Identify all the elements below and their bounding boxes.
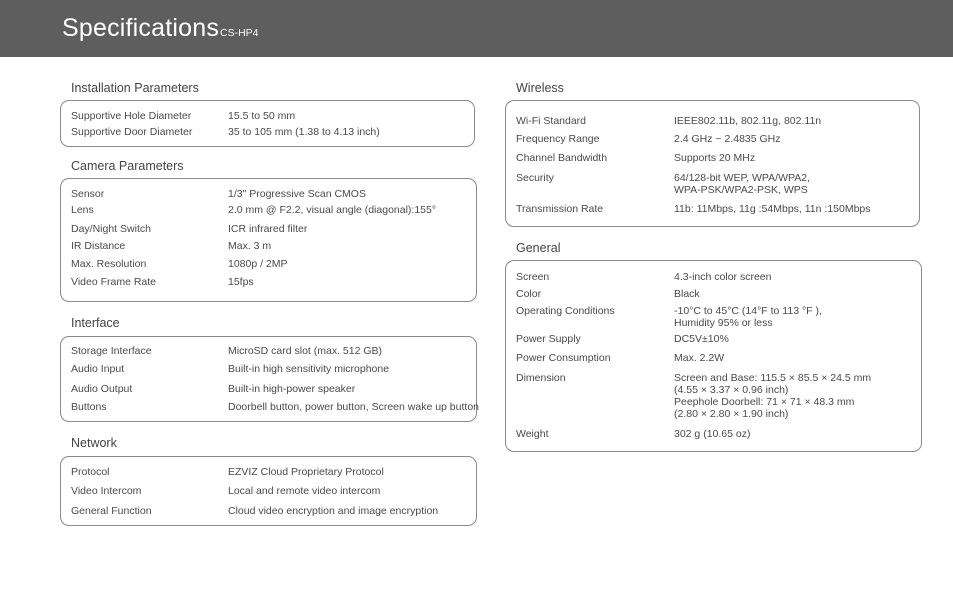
- spec-label: Color: [516, 288, 542, 300]
- spec-value: [228, 240, 271, 252]
- spec-label: Screen: [516, 271, 550, 283]
- spec-value: [674, 305, 822, 329]
- spec-value-line: Max. 2.2W: [674, 352, 725, 364]
- spec-value-line: 15.5 to 50 mm: [228, 110, 296, 122]
- spec-value-line: WPA-PSK/WPA2-PSK, WPS: [674, 184, 808, 196]
- section-title-interface: Interface: [71, 316, 120, 330]
- spec-value-line: 4.3-inch color screen: [674, 271, 772, 283]
- spec-value: [228, 223, 307, 235]
- spec-label: Audio Output: [71, 383, 133, 395]
- section-box-installation: [60, 100, 475, 147]
- spec-label: IR Distance: [71, 240, 126, 252]
- spec-value: [228, 466, 384, 478]
- spec-label: Buttons: [71, 401, 107, 413]
- spec-value-line: 35 to 105 mm (1.38 to 4.13 inch): [228, 126, 380, 138]
- spec-label: Max. Resolution: [71, 258, 147, 270]
- page-title: Specifications: [62, 14, 220, 42]
- spec-value: [674, 172, 810, 196]
- spec-label: Day/Night Switch: [71, 223, 151, 235]
- spec-value-line: (2.80 × 2.80 × 1.90 inch): [674, 408, 789, 420]
- spec-label: Audio Input: [71, 363, 125, 375]
- spec-label: Protocol: [71, 466, 110, 478]
- section-title-wireless: Wireless: [516, 81, 564, 95]
- section-title-camera: Camera Parameters: [71, 159, 184, 173]
- spec-value: [674, 152, 755, 164]
- spec-value: [674, 428, 750, 440]
- spec-value: [674, 372, 871, 420]
- spec-value-line: Local and remote video intercom: [228, 485, 381, 497]
- spec-value-line: Built-in high sensitivity microphone: [228, 363, 390, 375]
- spec-value-line: Cloud video encryption and image encryption: [228, 505, 439, 517]
- spec-value: [228, 345, 382, 357]
- spec-label: Security: [516, 172, 554, 184]
- model-number: CS-HP4: [220, 27, 259, 39]
- spec-value-line: 1/3" Progressive Scan CMOS: [228, 188, 366, 200]
- spec-value-line: 302 g (10.65 oz): [674, 428, 751, 440]
- spec-label: Operating Conditions: [516, 305, 615, 317]
- spec-value: [228, 401, 479, 413]
- spec-label: Video Frame Rate: [71, 276, 157, 288]
- spec-label: Supportive Hole Diameter: [71, 110, 192, 122]
- spec-value-line: Screen and Base: 115.5 × 85.5 × 24.5 mm: [674, 372, 872, 384]
- spec-label: Power Supply: [516, 333, 581, 345]
- spec-value: [228, 505, 438, 517]
- spec-value-line: ICR infrared filter: [228, 223, 308, 235]
- spec-label: Dimension: [516, 372, 566, 384]
- spec-value-line: 2.4 GHz ~ 2.4835 GHz: [674, 133, 781, 145]
- spec-value: [674, 271, 771, 283]
- spec-value-line: Peephole Doorbell: 71 × 71 × 48.3 mm: [674, 396, 855, 408]
- spec-value-line: 1080p / 2MP: [228, 258, 288, 270]
- spec-label: Frequency Range: [516, 133, 600, 145]
- spec-value-line: MicroSD card slot (max. 512 GB): [228, 345, 383, 357]
- spec-value: [228, 110, 295, 122]
- spec-value: [674, 333, 729, 345]
- spec-label: Transmission Rate: [516, 203, 604, 215]
- spec-value: [228, 126, 380, 138]
- spec-label: Channel Bandwidth: [516, 152, 608, 164]
- spec-value-line: 15fps: [228, 276, 254, 288]
- spec-label: Weight: [516, 428, 549, 440]
- spec-label: Sensor: [71, 188, 105, 200]
- spec-value: [674, 203, 871, 215]
- spec-value: [674, 288, 700, 300]
- header-bar: [0, 0, 953, 57]
- spec-value-line: 11b: 11Mbps, 11g :54Mbps, 11n :150Mbps: [674, 203, 871, 215]
- spec-value: [228, 188, 366, 200]
- spec-value: [228, 204, 436, 216]
- spec-value: [674, 133, 781, 145]
- spec-value-line: Supports 20 MHz: [674, 152, 756, 164]
- spec-label: Wi-Fi Standard: [516, 115, 587, 127]
- spec-value: [228, 258, 288, 270]
- spec-label: General Function: [71, 505, 152, 517]
- spec-value: [674, 115, 821, 127]
- spec-label: Storage Interface: [71, 345, 152, 357]
- spec-value-line: 64/128-bit WEP, WPA/WPA2,: [674, 172, 810, 184]
- spec-value-line: Max. 3 m: [228, 240, 272, 252]
- section-title-network: Network: [71, 436, 117, 450]
- spec-value-line: Black: [674, 288, 700, 300]
- spec-label: Lens: [71, 204, 94, 216]
- spec-value-line: -10°C to 45°C (14°F to 113 °F ),: [674, 305, 822, 317]
- spec-label: Supportive Door Diameter: [71, 126, 193, 138]
- spec-value: [228, 276, 254, 288]
- spec-value-line: (4.55 × 3.37 × 0.96 inch): [674, 384, 789, 396]
- spec-value-line: Built-in high-power speaker: [228, 383, 356, 395]
- spec-label: Power Consumption: [516, 352, 611, 364]
- spec-value: [228, 485, 380, 497]
- spec-value-line: Doorbell button, power button, Screen wake up button: [228, 401, 479, 413]
- spec-value: [228, 383, 355, 395]
- section-title-general: General: [516, 241, 561, 255]
- spec-value: [228, 363, 389, 375]
- spec-label: Video Intercom: [71, 485, 142, 497]
- spec-value-line: IEEE802.11b, 802.11g, 802.11n: [674, 115, 822, 127]
- spec-value-line: 2.0 mm @ F2.2, visual angle (diagonal):155°: [228, 204, 437, 216]
- spec-value-line: DC5V±10%: [674, 333, 729, 345]
- section-title-installation: Installation Parameters: [71, 81, 199, 95]
- spec-value: [674, 352, 724, 364]
- spec-value-line: Humidity 95% or less: [674, 317, 773, 329]
- spec-value-line: EZVIZ Cloud Proprietary Protocol: [228, 466, 384, 478]
